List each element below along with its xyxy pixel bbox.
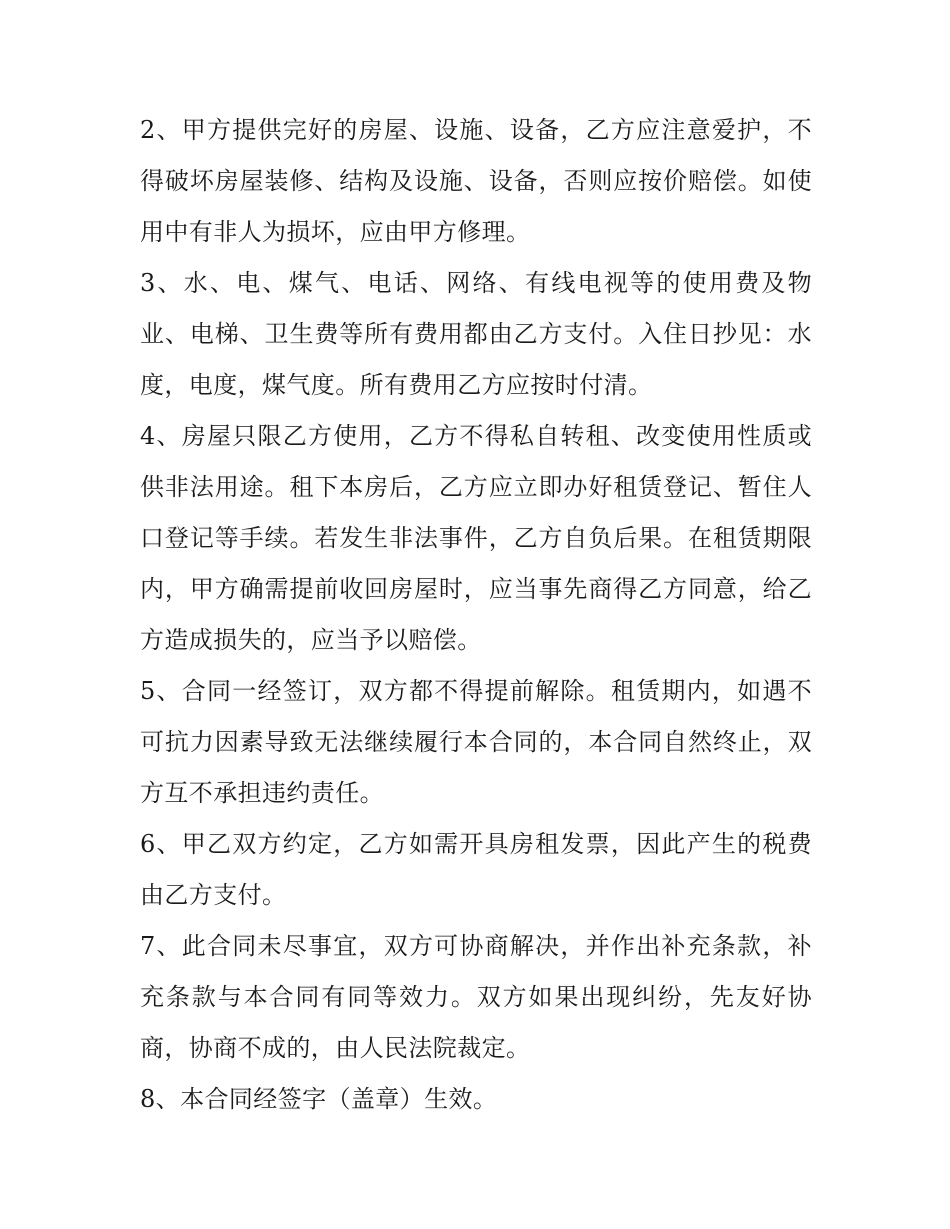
clause-line: 充条款与本合同有同等效力。双方如果出现纠纷，先友好协 xyxy=(140,983,812,1011)
clause-line: 8、本合同经签字（盖章）生效。 xyxy=(140,1085,498,1113)
clause-line: 商，协商不成的，由人民法院裁定。 xyxy=(140,1034,531,1062)
clause-line: 得破坏房屋装修、结构及设施、设备，否则应按价赔偿。如使 xyxy=(140,167,812,195)
clause-line: 业、电梯、卫生费等所有费用都由乙方支付。入住日抄见：水 xyxy=(140,320,812,348)
clause-line: 用中有非人为损坏，应由甲方修理。 xyxy=(140,218,531,246)
clause-line: 度，电度，煤气度。所有费用乙方应按时付清。 xyxy=(140,371,653,399)
clause-line: 4、房屋只限乙方使用，乙方不得私自转租、改变使用性质或 xyxy=(140,422,812,450)
clause-line: 7、此合同未尽事宜，双方可协商解决，并作出补充条款，补 xyxy=(140,932,812,960)
clause-3 xyxy=(140,258,812,411)
clause-4 xyxy=(140,411,812,666)
clause-line: 口登记等手续。若发生非法事件，乙方自负后果。在租赁期限 xyxy=(140,524,812,552)
clause-8 xyxy=(140,1074,812,1125)
clause-line: 5、合同一经签订，双方都不得提前解除。租赁期内，如遇不 xyxy=(140,677,812,705)
clause-line: 供非法用途。租下本房后，乙方应立即办好租赁登记、暂住人 xyxy=(140,473,812,501)
clause-2 xyxy=(140,105,812,258)
clause-line: 2、甲方提供完好的房屋、设施、设备，乙方应注意爱护，不 xyxy=(140,116,812,144)
contract-body xyxy=(140,105,812,1125)
clause-line: 内，甲方确需提前收回房屋时，应当事先商得乙方同意，给乙 xyxy=(140,575,812,603)
clause-line: 由乙方支付。 xyxy=(140,881,287,909)
clause-7 xyxy=(140,921,812,1074)
clause-line: 3、水、电、煤气、电话、网络、有线电视等的使用费及物 xyxy=(140,269,812,297)
clause-5 xyxy=(140,666,812,819)
clause-line: 方造成损失的，应当予以赔偿。 xyxy=(140,626,482,654)
clause-6 xyxy=(140,819,812,921)
clause-line: 方互不承担违约责任。 xyxy=(140,779,384,807)
clause-line: 6、甲乙双方约定，乙方如需开具房租发票，因此产生的税费 xyxy=(140,830,812,858)
clause-line: 可抗力因素导致无法继续履行本合同的，本合同自然终止，双 xyxy=(140,728,812,756)
